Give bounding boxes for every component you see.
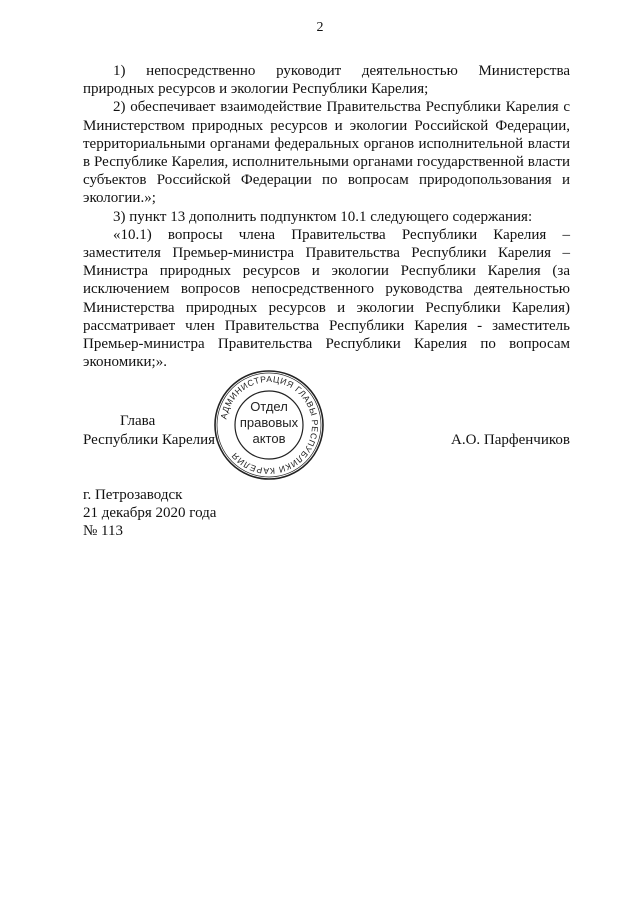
stamp-center-line2: правовых <box>239 415 299 430</box>
signature-block <box>83 412 570 452</box>
document-body <box>83 62 570 371</box>
signatory-title-line1: Глава <box>120 413 156 429</box>
date: 21 декабря 2020 года <box>83 505 217 521</box>
stamp-center-line3: актов <box>252 431 286 446</box>
official-stamp <box>213 369 325 481</box>
document-footer <box>83 486 216 540</box>
paragraph-point-3: 3) пункт 13 дополнить подпунктом 10.1 следующего содержания: <box>113 208 533 225</box>
page-number: 2 <box>316 20 324 35</box>
signatory-name: А.О. Парфенчиков <box>451 432 570 448</box>
stamp-ring-text: АДМИНИСТРАЦИЯ ГЛАВЫ РЕСПУБЛИКИ КАРЕЛИЯ <box>218 373 321 477</box>
stamp-center-line1: Отдел <box>250 399 288 414</box>
paragraph-item-1: 1) непосредственно руководит деятельностью Министерства природных ресурсов и экологии Республики Карелия; <box>83 63 570 98</box>
paragraph-item-2: 2) обеспечивает взаимодействие Правительства Республики Карелия с Министерством природных ресурсов и экологии Российской Федерации, территориальными органами федеральных органов исполнительной власти в Республике Карелия, исполнительными органами государственной власти субъектов Российской Федерации по вопросам природопользования и экологии.»; <box>83 99 570 207</box>
document-number: № 113 <box>83 523 124 539</box>
city: г. Петрозаводск <box>83 487 183 503</box>
signatory-title-line2: Республики Карелия <box>83 432 216 448</box>
paragraph-subpoint-10-1: «10.1) вопросы члена Правительства Республики Карелия – заместителя Премьер-министра Правительства Республики Карелия – Министра природных ресурсов и экологии Республики Карелия (за исключением вопросов непосредственного руководства деятельностью Министерства природных ресурсов и экологии Республики Карелия) рассматривает член Правительства Республики Карелия - заместитель Премьер-министра Правительства Республики Карелия по вопросам экономики;». <box>83 226 570 371</box>
